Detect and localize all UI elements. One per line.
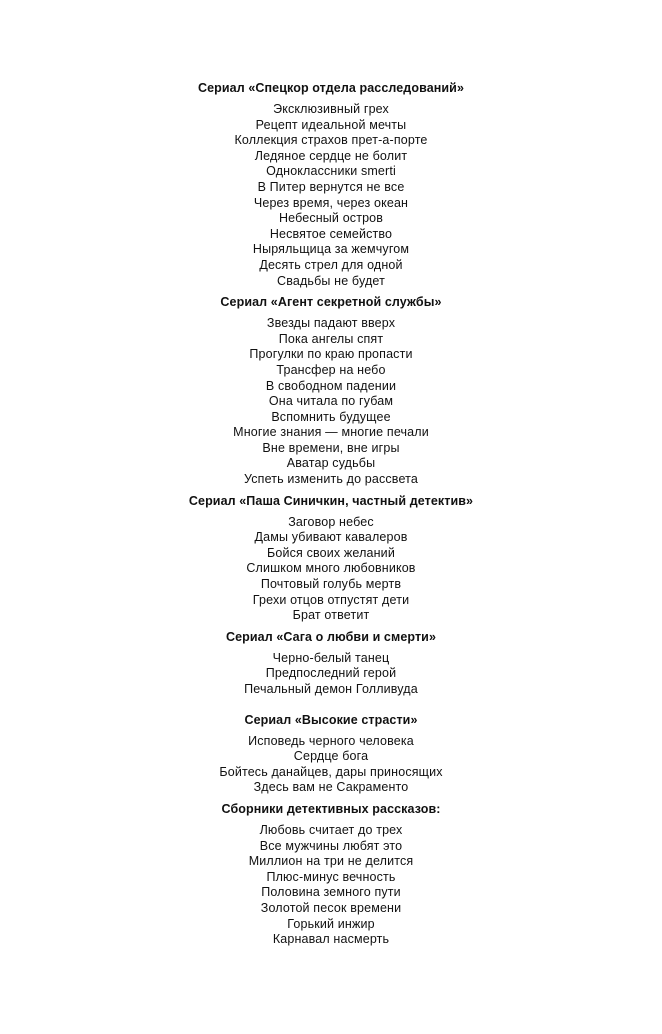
series-heading: Сериал «Паша Синичкин, частный детектив»: [188, 493, 474, 508]
book-title: Печальный демон Голливуда: [244, 682, 418, 696]
title-list: [0, 102, 662, 289]
book-title: Прогулки по краю пропасти: [249, 347, 413, 362]
series-heading: Сериал «Спецкор отдела расследований»: [197, 81, 465, 95]
title-list: [0, 651, 662, 698]
book-title: Брат ответит: [292, 608, 370, 623]
book-title: Любовь считает до трех: [259, 822, 403, 837]
book-title: Миллион на три не делится: [248, 854, 414, 869]
book-title: Успеть изменить до рассвета: [244, 472, 418, 487]
book-title: В свободном падении: [265, 378, 397, 393]
collections-section: [0, 801, 662, 948]
book-title: Карнавал насмерть: [272, 932, 390, 947]
book-title: Через время, через океан: [253, 195, 409, 210]
book-title: Свадьбы не будет: [277, 273, 385, 288]
title-list: [0, 734, 662, 796]
series-section-saga: [0, 629, 662, 698]
book-title: Плюс-минус вечность: [266, 869, 396, 884]
book-title: Ныряльщица за жемчугом: [252, 242, 410, 257]
book-title: Половина земного пути: [261, 885, 401, 900]
book-title: Дамы убивают кавалеров: [254, 530, 408, 545]
book-title: Многие знания — многие печали: [233, 425, 429, 440]
book-title: Небесный остров: [278, 211, 384, 226]
series-heading: Сборники детективных рассказов:: [221, 801, 441, 816]
book-title: Она читала по губам: [268, 394, 394, 409]
book-title: Пока ангелы спят: [278, 331, 384, 346]
book-title: Вне времени, вне игры: [262, 440, 400, 455]
series-section-strasti: [0, 712, 662, 796]
series-section-sinichkin: [0, 493, 662, 624]
series-heading: Сериал «Высокие страсти»: [244, 712, 418, 727]
book-title: Несвятое семейство: [269, 226, 393, 241]
book-title: Эксклюзивный грех: [273, 102, 389, 116]
book-title: Бойся своих желаний: [267, 545, 395, 560]
book-title: Десять стрел для одной: [259, 257, 403, 272]
series-heading: Сериал «Сага о любви и смерти»: [225, 629, 437, 644]
series-heading: Сериал «Агент секретной службы»: [220, 295, 442, 310]
title-list: [0, 823, 662, 948]
book-title: Вспомнить будущее: [271, 409, 391, 424]
book-title: Звезды падают вверх: [266, 316, 396, 331]
title-list: [0, 316, 662, 488]
book-title: Почтовый голубь мертв: [260, 577, 402, 592]
book-title: Трансфер на небо: [276, 362, 386, 377]
book-title: Коллекция страхов прет-а-порте: [234, 133, 428, 148]
series-section-spetskor: [0, 80, 662, 289]
book-title: Исповедь черного человека: [248, 733, 414, 748]
book-title: Заговор небес: [288, 514, 374, 529]
book-title: Здесь вам не Сакраменто: [253, 780, 409, 795]
book-title: Горький инжир: [287, 916, 375, 931]
title-list: [0, 515, 662, 624]
book-title: Все мужчины любят это: [259, 838, 403, 853]
book-title: Аватар судьбы: [286, 456, 376, 471]
book-title: В Питер вернутся не все: [257, 179, 405, 194]
series-section-agent: [0, 294, 662, 488]
book-title: Черно-белый танец: [272, 650, 390, 665]
book-title: Грехи отцов отпустят дети: [252, 592, 410, 607]
book-title: Рецепт идеальной мечты: [255, 117, 407, 132]
book-title: Ледяное сердце не болит: [254, 148, 408, 163]
book-title: Слишком много любовников: [246, 561, 416, 576]
book-title: Бойтесь данайцев, дары приносящих: [219, 764, 443, 779]
book-title: Одноклассники smerti: [266, 164, 396, 179]
book-title: Сердце бога: [293, 749, 369, 764]
book-title: Предпоследний герой: [265, 666, 397, 681]
book-title: Золотой песок времени: [260, 900, 402, 915]
